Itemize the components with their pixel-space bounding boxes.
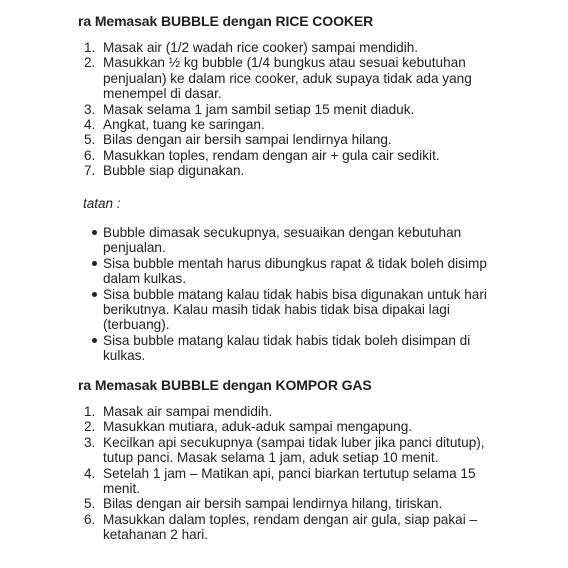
list-item: Sisa bubble matang kalau tidak habis bisa digunakan untuk hari berikutnya. Kalau masih tidak habis tidak bisa dipakai lagi (terbuang). xyxy=(103,287,543,333)
list-item: 7. Bubble siap digunakan. xyxy=(84,163,245,179)
section-title-kompor-gas: ra Memasak BUBBLE dengan KOMPOR GAS xyxy=(78,377,372,393)
bullet-icon xyxy=(92,338,97,343)
list-item: 3. Masak selama 1 jam sambil setiap 15 menit diaduk. xyxy=(84,101,415,117)
kompor-gas-steps xyxy=(84,404,543,543)
list-item: 1. Masak air sampai mendidih. xyxy=(84,404,273,419)
bullet-icon xyxy=(92,292,97,297)
list-item: 3. Kecilkan api secukupnya (sampai tidak luber jika panci ditutup), tutup panci. Masak selama 1 jam, aduk setiap 10 menit. xyxy=(84,434,485,466)
rice-cooker-steps xyxy=(84,40,543,179)
list-item: 2. Masukkan ½ kg bubble (1/4 bungkus atau sesuai kebutuhan penjualan) ke dalam rice cooker, aduk supaya tidak ada yang menempel di dasar. xyxy=(84,55,472,102)
list-item: 2. Masukkan mutiara, aduk-aduk sampai mengapung. xyxy=(84,419,413,435)
list-item: 4. Setelah 1 jam – Matikan api, panci biarkan tertutup selama 15 menit. xyxy=(84,465,476,497)
list-item: 1. Masak air (1/2 wadah rice cooker) sampai mendidih. xyxy=(84,40,419,55)
list-item: 6. Masukkan toples, rendam dengan air + gula cair sedikit. xyxy=(84,147,440,163)
list-item: 5. Bilas dengan air bersih sampai lendirnya hilang, tiriskan. xyxy=(84,496,443,512)
list-item: Sisa bubble matang kalau tidak habis tidak boleh disimpan di kulkas. xyxy=(103,333,543,364)
bullet-icon xyxy=(92,230,97,235)
list-item: 4. Angkat, tuang ke saringan. xyxy=(84,117,265,133)
notes-list xyxy=(103,225,543,364)
section-title-rice-cooker: ra Memasak BUBBLE dengan RICE COOKER xyxy=(78,13,374,29)
list-item: 5. Bilas dengan air bersih sampai lendirnya hilang. xyxy=(84,132,392,148)
list-item: Bubble dimasak secukupnya, sesuaikan dengan kebutuhan penjualan. xyxy=(103,225,543,256)
bullet-icon xyxy=(92,261,97,266)
list-item: Sisa bubble mentah harus dibungkus rapat & tidak boleh disimp dalam kulkas. xyxy=(103,256,543,287)
list-item: 6. Masukkan dalam toples, rendam dengan air gula, siap pakai – ketahanan 2 hari. xyxy=(84,511,478,543)
notes-title: tatan : xyxy=(83,196,121,211)
